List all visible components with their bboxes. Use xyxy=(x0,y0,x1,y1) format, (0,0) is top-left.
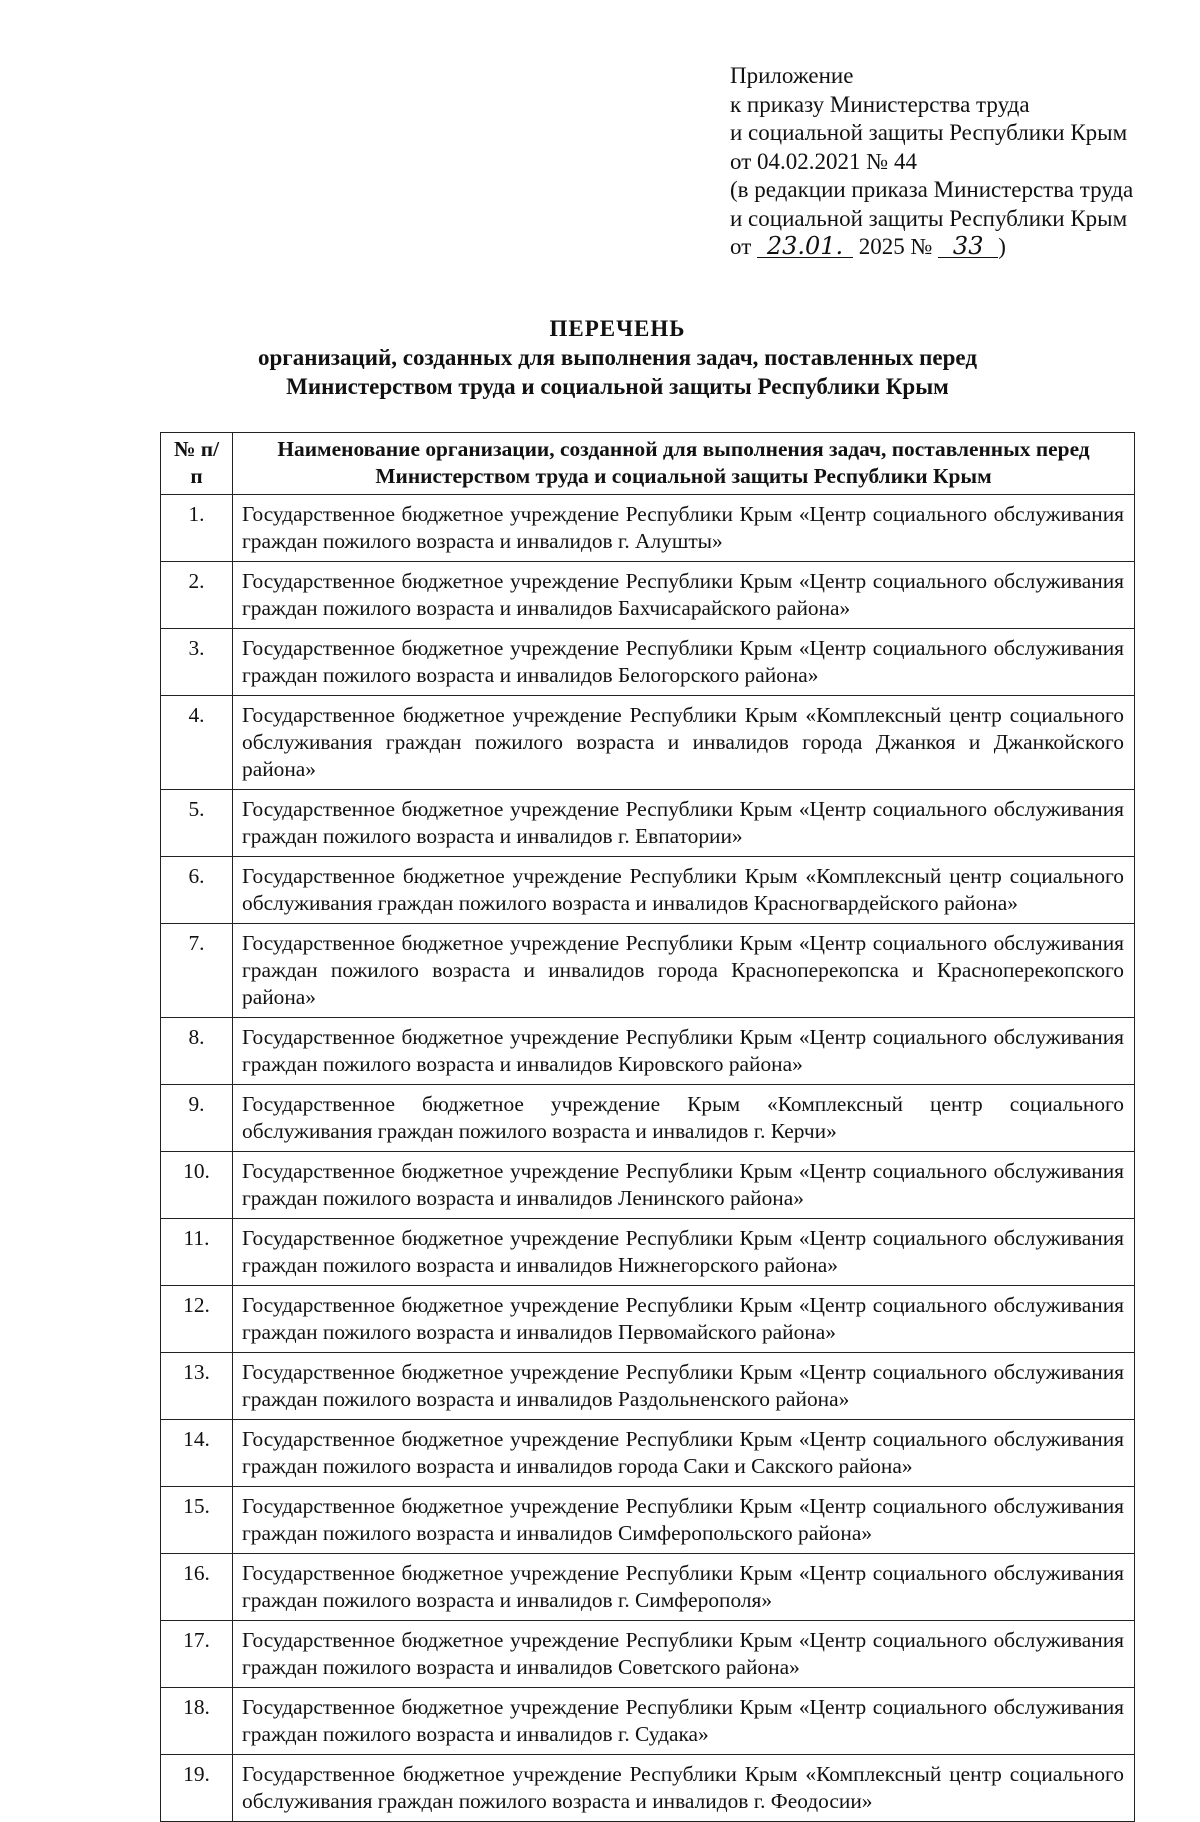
annex-line-date xyxy=(730,233,1170,262)
row-number: 19. xyxy=(161,1755,233,1822)
row-number: 18. xyxy=(161,1688,233,1755)
organization-name: Государственное бюджетное учреждение Республики Крым «Центр социального обслуживания граждан пожилого возраста и инвалидов Ленинского района» xyxy=(233,1152,1135,1219)
annex-line: от 04.02.2021 № 44 xyxy=(730,148,917,174)
organization-name: Государственное бюджетное учреждение Республики Крым «Комплексный центр социального обслуживания граждан пожилого возраста и инвалидов Красногвардейского района» xyxy=(233,857,1135,924)
annex-line: и социальной защиты Республики Крым xyxy=(730,120,1128,145)
organization-name: Государственное бюджетное учреждение Крым «Комплексный центр социального обслуживания граждан пожилого возраста и инвалидов г. Керчи» xyxy=(233,1085,1135,1152)
table-row xyxy=(161,1420,1135,1487)
organization-name: Государственное бюджетное учреждение Республики Крым «Центр социального обслуживания граждан пожилого возраста и инвалидов города Саки и Сакского района» xyxy=(233,1420,1135,1487)
organization-name: Государственное бюджетное учреждение Республики Крым «Центр социального обслуживания граждан пожилого возраста и инвалидов Симферопольского района» xyxy=(233,1487,1135,1554)
row-number: 1. xyxy=(161,495,233,562)
table-row xyxy=(161,1688,1135,1755)
table-row xyxy=(161,1353,1135,1420)
row-number: 14. xyxy=(161,1420,233,1487)
table-row xyxy=(161,924,1135,1018)
row-number: 13. xyxy=(161,1353,233,1420)
row-number: 4. xyxy=(161,696,233,790)
annex-line: и социальной защиты Республики Крым xyxy=(730,205,1128,231)
table-header-row xyxy=(161,433,1135,495)
annex-block xyxy=(730,62,1170,262)
organization-name: Государственное бюджетное учреждение Республики Крым «Комплексный центр социального обслуживания граждан пожилого возраста и инвалидов города Джанкоя и Джанкойского района» xyxy=(233,696,1135,790)
row-number: 17. xyxy=(161,1621,233,1688)
organization-name: Государственное бюджетное учреждение Республики Крым «Центр социального обслуживания граждан пожилого возраста и инвалидов Раздольненского района» xyxy=(233,1353,1135,1420)
document-title: ПЕРЕЧЕНЬ xyxy=(549,316,686,341)
column-header-name: Наименование организации, созданной для выполнения задач, поставленных перед Министерством труда и социальной защиты Республики Крым xyxy=(233,433,1135,495)
annex-date-prefix: от xyxy=(730,234,752,259)
row-number: 2. xyxy=(161,562,233,629)
row-number: 9. xyxy=(161,1085,233,1152)
table-row xyxy=(161,1755,1135,1822)
table-row xyxy=(161,696,1135,790)
table-row xyxy=(161,1621,1135,1688)
organization-name: Государственное бюджетное учреждение Республики Крым «Комплексный центр социального обслуживания граждан пожилого возраста и инвалидов г. Феодосии» xyxy=(233,1755,1135,1822)
row-number: 11. xyxy=(161,1219,233,1286)
document-heading xyxy=(160,314,1075,401)
annex-year: 2025 № xyxy=(858,234,933,259)
organization-name: Государственное бюджетное учреждение Республики Крым «Центр социального обслуживания граждан пожилого возраста и инвалидов Советского района» xyxy=(233,1621,1135,1688)
document-subtitle: организаций, созданных для выполнения задач, поставленных перед xyxy=(258,345,977,370)
table-row xyxy=(161,1286,1135,1353)
annex-line: к приказу Министерства труда xyxy=(730,91,1030,117)
table-row xyxy=(161,629,1135,696)
table-row xyxy=(161,1219,1135,1286)
annex-line: Приложение xyxy=(730,63,854,88)
handwritten-date: 23.01. xyxy=(757,235,853,258)
organization-name: Государственное бюджетное учреждение Республики Крым «Центр социального обслуживания граждан пожилого возраста и инвалидов Первомайского района» xyxy=(233,1286,1135,1353)
table-row xyxy=(161,1487,1135,1554)
row-number: 3. xyxy=(161,629,233,696)
table-row xyxy=(161,1018,1135,1085)
table-body xyxy=(161,495,1135,1822)
table-row xyxy=(161,1085,1135,1152)
row-number: 6. xyxy=(161,857,233,924)
row-number: 5. xyxy=(161,790,233,857)
document-subtitle: Министерством труда и социальной защиты Республики Крым xyxy=(286,374,949,399)
organization-name: Государственное бюджетное учреждение Республики Крым «Центр социального обслуживания граждан пожилого возраста и инвалидов города Красноперекопска и Красноперекопского района» xyxy=(233,924,1135,1018)
organization-name: Государственное бюджетное учреждение Республики Крым «Центр социального обслуживания граждан пожилого возраста и инвалидов г. Алушты» xyxy=(233,495,1135,562)
organization-name: Государственное бюджетное учреждение Республики Крым «Центр социального обслуживания граждан пожилого возраста и инвалидов г. Евпатории» xyxy=(233,790,1135,857)
table-row xyxy=(161,1152,1135,1219)
organizations-table xyxy=(160,432,1135,1822)
annex-close-paren: ) xyxy=(998,234,1006,259)
table-row xyxy=(161,790,1135,857)
row-number: 10. xyxy=(161,1152,233,1219)
row-number: 12. xyxy=(161,1286,233,1353)
annex-line: (в редакции приказа Министерства труда xyxy=(730,177,1134,202)
organization-name: Государственное бюджетное учреждение Республики Крым «Центр социального обслуживания граждан пожилого возраста и инвалидов Белогорского района» xyxy=(233,629,1135,696)
table-row xyxy=(161,857,1135,924)
column-header-number: № п/п xyxy=(161,433,233,495)
organization-name: Государственное бюджетное учреждение Республики Крым «Центр социального обслуживания граждан пожилого возраста и инвалидов г. Судака» xyxy=(233,1688,1135,1755)
row-number: 7. xyxy=(161,924,233,1018)
table-row xyxy=(161,562,1135,629)
organization-name: Государственное бюджетное учреждение Республики Крым «Центр социального обслуживания граждан пожилого возраста и инвалидов г. Симферополя» xyxy=(233,1554,1135,1621)
table-row xyxy=(161,495,1135,562)
row-number: 15. xyxy=(161,1487,233,1554)
row-number: 8. xyxy=(161,1018,233,1085)
row-number: 16. xyxy=(161,1554,233,1621)
handwritten-number: 33 xyxy=(938,235,998,258)
organization-name: Государственное бюджетное учреждение Республики Крым «Центр социального обслуживания граждан пожилого возраста и инвалидов Кировского района» xyxy=(233,1018,1135,1085)
table-row xyxy=(161,1554,1135,1621)
organization-name: Государственное бюджетное учреждение Республики Крым «Центр социального обслуживания граждан пожилого возраста и инвалидов Бахчисарайского района» xyxy=(233,562,1135,629)
organization-name: Государственное бюджетное учреждение Республики Крым «Центр социального обслуживания граждан пожилого возраста и инвалидов Нижнегорского района» xyxy=(233,1219,1135,1286)
